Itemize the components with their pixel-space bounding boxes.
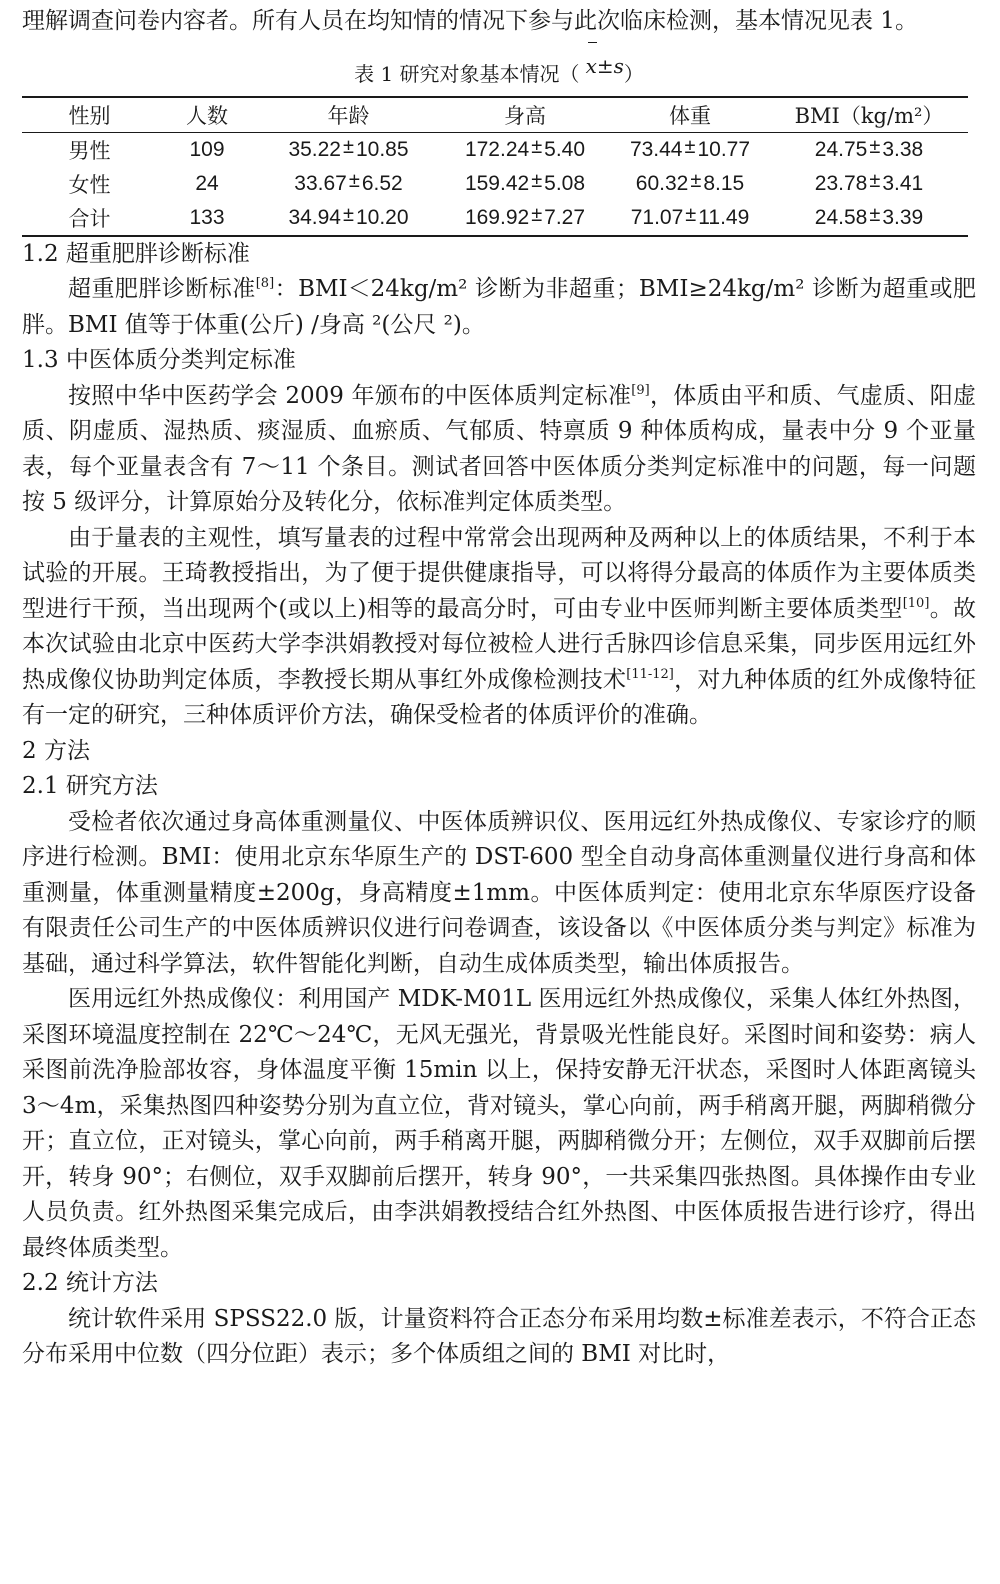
caption-close: ） <box>623 61 644 86</box>
cell-count: 109 <box>189 137 225 161</box>
section-heading-1-2: 1.2 超重肥胖诊断标准 <box>22 240 250 267</box>
paragraph-subjectivity: 由于量表的主观性，填写量表的过程中常常会出现两种及两种以上的体质结果，不利于本试验的开展。王琦教授指出，为了便于提供健康指导，可以将得分最高的体质作为主要体质类型进行干预，当出现两个(或以上)相等的最高分时，可由专业中医师判断主要体质类型[10]。故本次试验由北京中医药大学李洪娟教授对每位被检人进行舌脉四诊信息采集，同步医用远红外热成像仪协助判定体质，李教授长期从事红外成像检测技术[11-12]，对九种体质的红外成像特征有一定的研究，三种体质评价方法，确保受检者的体质评价的准确。 <box>22 524 977 728</box>
table-row <box>22 201 968 236</box>
cell-count: 24 <box>195 171 219 195</box>
cell-age: 33.67 ±6.52 <box>294 169 403 195</box>
section-heading-1-3: 1.3 中医体质分类判定标准 <box>22 347 296 373</box>
caption-sd-symbol: s <box>613 53 624 78</box>
paragraph-statistics: 统计软件采用 SPSS22.0 版，计量资料符合正态分布采用均数±标准差表示，不符合正态分布采用中位数（四分位距）表示；多个体质组之间的 BMI 对比时， <box>22 1305 976 1367</box>
citation-ref: [11-12] <box>626 666 674 682</box>
cell-count: 133 <box>189 205 225 229</box>
caption-mean-symbol: x <box>586 44 597 88</box>
table-header-row <box>22 97 968 133</box>
section-heading-2-2: 2.2 统计方法 <box>22 1270 158 1296</box>
table-row <box>22 132 968 167</box>
citation-ref: [10] <box>902 595 930 611</box>
cell-weight: 73.44 ±10.77 <box>629 135 751 161</box>
cell-sex: 合计 <box>68 206 111 231</box>
cell-sex: 女性 <box>68 172 111 197</box>
cell-height: 172.24 ±5.40 <box>464 135 586 161</box>
baseline-table <box>22 96 968 237</box>
section-heading-2-1: 2.1 研究方法 <box>22 773 158 799</box>
section-heading-2: 2 方法 <box>22 737 90 764</box>
caption-text: 表 1 研究对象基本情况（ <box>354 61 580 86</box>
col-header-count: 人数 <box>186 103 228 128</box>
table-caption <box>22 52 976 96</box>
cell-weight: 71.07 ±11.49 <box>630 203 750 229</box>
col-header-sex: 性别 <box>68 103 111 128</box>
col-header-age: 年龄 <box>327 103 370 128</box>
col-header-weight: 体重 <box>669 103 711 128</box>
intro-paragraph: 理解调查问卷内容者。所有人员在均知情的情况下参与此次临床检测，基本情况见表 1。 <box>22 8 918 34</box>
paragraph-infrared-imaging: 医用远红外热成像仪：利用国产 MDK-M01L 医用远红外热成像仪，采集人体红外热图，采图环境温度控制在 22℃～24℃，无风无强光，背景吸光性能良好。采图时间和姿势：病人采图前洗净脸部妆容，身体温度平衡 15min 以上，保持安静无汗状态，采图时人体距离镜头 3～4m，采集热图四种姿势分别为直立位，背对镜头，掌心向前，两手稍离开腿，两脚稍微分开；直立位，正对镜头，掌心向前，两手稍离开腿，两脚稍微分开；左侧位，双手双脚前后摆开，转身 90°；右侧位，双手双脚前后摆开，转身 90°，一共采集四张热图。具体操作由专业人员负责。红外热图采集完成后，由李洪娟教授结合红外热图、中医体质报告进行诊疗，得出最终体质类型。 <box>22 986 976 1261</box>
citation-ref: [9] <box>631 382 650 398</box>
citation-ref: [8] <box>255 276 275 291</box>
cell-sex: 男性 <box>68 138 111 163</box>
caption-pm-symbol: ± <box>596 53 614 78</box>
cell-height: 159.42 ±5.08 <box>464 169 586 195</box>
cell-height: 169.92 ±7.27 <box>464 203 586 229</box>
paragraph-research-methods: 受检者依次通过身高体重测量仪、中医体质辨识仪、医用远红外热成像仪、专家诊疗的顺序进行检测。BMI：使用北京东华原生产的 DST-600 型全自动身高体重测量仪进行身高和体重测量，体重测量精度±200g，身高精度±1mm。中医体质判定：使用北京东华原医疗设备有限责任公司生产的中医体质辨识仪进行问卷调查，该设备以《中医体质分类与判定》标准为基础，通过科学算法，软件智能化判断，自动生成体质类型，输出体质报告。 <box>22 808 976 977</box>
paragraph-tcm-criteria: 按照中华中医药学会 2009 年颁布的中医体质判定标准[9]，体质由平和质、气虚质、阳虚质、阴虚质、湿热质、痰湿质、血瘀质、气郁质、特禀质 9 种体质构成，量表中分 9 个亚量表，每个亚量表含有 7～11 个条目。测试者回答中医体质分类判定标准中的问题，每一问题按 5 级评分，计算原始分及转化分，依标准判定体质类型。 <box>22 382 977 515</box>
col-header-bmi: BMI（kg/m²） <box>794 103 944 128</box>
table-row <box>22 167 968 201</box>
paragraph-obesity-criteria: 超重肥胖诊断标准[8]：BMI＜24kg/m² 诊断为非超重；BMI≥24kg/m² 诊断为超重或肥胖。BMI 值等于体重(公斤) /身高 ²(公尺 ²)。 <box>22 276 976 338</box>
cell-bmi: 23.78 ±3.41 <box>814 169 924 195</box>
cell-age: 34.94 ±10.20 <box>288 203 409 229</box>
col-header-height: 身高 <box>504 103 546 128</box>
cell-bmi: 24.75 ±3.38 <box>814 135 924 161</box>
cell-age: 35.22 ±10.85 <box>288 135 409 161</box>
cell-weight: 60.32 ±8.15 <box>635 169 745 195</box>
cell-bmi: 24.58 ±3.39 <box>814 203 924 229</box>
